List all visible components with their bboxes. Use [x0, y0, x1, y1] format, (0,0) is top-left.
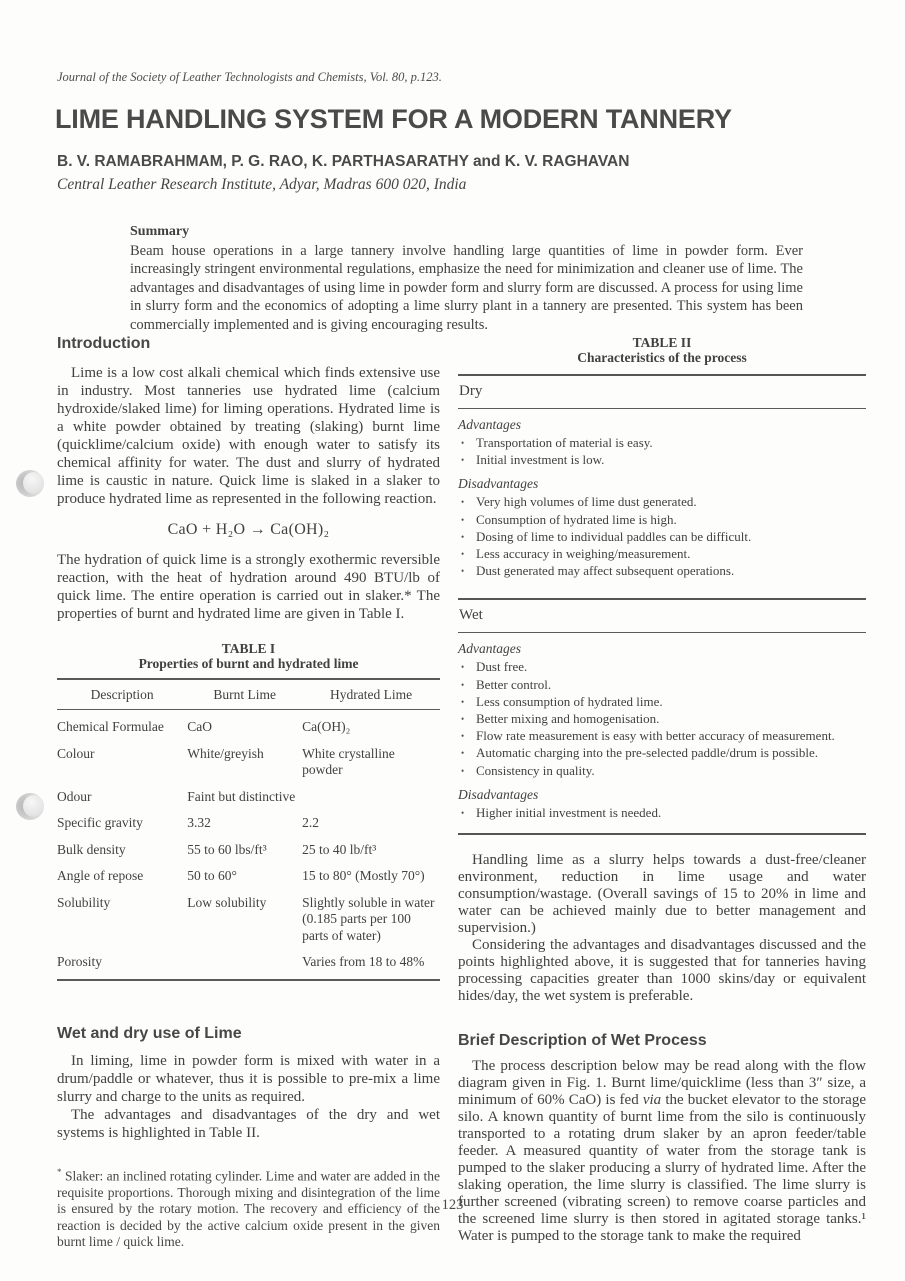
- table-cell: 55 to 60 lbs/ft³: [187, 841, 267, 857]
- table-row: [57, 784, 440, 811]
- table-cell: Solubility: [57, 894, 111, 910]
- table-cell: Chemical Formulae: [57, 719, 164, 734]
- table-cell: Specific gravity: [57, 815, 143, 830]
- table-cell: Slightly soluble in water (0.185 parts per 100 parts of water): [302, 894, 435, 943]
- table-header-cell: Burnt Lime: [187, 679, 302, 710]
- list-item: • Dosing of lime to individual paddles can be difficult.: [458, 529, 866, 545]
- table-row: [57, 741, 440, 784]
- table-header-cell: Hydrated Lime: [302, 679, 440, 710]
- table-1-title: TABLE I: [221, 641, 276, 656]
- disadvantages-label: Disadvantages: [458, 786, 539, 802]
- table-2-title: TABLE II: [632, 335, 692, 350]
- list-item: • Less consumption of hydrated lime.: [458, 694, 866, 710]
- table-row: [57, 863, 440, 890]
- list-item: • Initial investment is low.: [458, 452, 866, 468]
- list-item: • Less accuracy in weighing/measurement.: [458, 546, 866, 562]
- table-cell: Colour: [57, 745, 95, 761]
- list-item: • Very high volumes of lime dust generated.: [458, 494, 866, 510]
- table-1-subtitle: Properties of burnt and hydrated lime: [138, 656, 359, 671]
- introduction-paragraph: The hydration of quick lime is a strongly exothermic reversible reaction, with the heat of hydration around 490 BTU/lb of quick lime. The entire operation is carried out in slaker.* The properties of burnt and hydrated lime are given in Table I.: [57, 552, 440, 622]
- table-cell: Low solubility: [187, 894, 267, 910]
- journal-header: Journal of the Society of Leather Technologists and Chemists, Vol. 80, p.123.: [57, 70, 442, 84]
- wet-process-paragraph: [458, 1058, 866, 1245]
- list-item: • Better control.: [458, 677, 866, 693]
- table-cell: Ca(OH)₂: [302, 719, 351, 734]
- page-title: LIME HANDLING SYSTEM FOR A MODERN TANNERY: [55, 104, 732, 134]
- table-header-cell: Description: [57, 679, 187, 710]
- wet-dry-paragraph: In liming, lime in powder form is mixed with water in a drum/paddle or whatever, thus it is possible to pre-mix a lime slurry and charge to the units as required.: [57, 1052, 440, 1105]
- paragraph-text: the bucket elevator to the storage silo. A known quantity of burnt lime from the silo is continuously transported to a rotating drum slaker by an apron feeder/table feeder. A measured quantity of water from the storage tank is pumped to the slaker producing a slurry of hydrated lime. After the slaking operation, the lime slurry is classified. The lime slurry is further screened (vibrating screen) to remove coarse particles and the screened lime slurry is then stored in agitated storage tanks.¹ Water is pumped to the storage tank to make the required: [458, 1092, 866, 1245]
- table-cell: 15 to 80° (Mostly 70°): [302, 868, 425, 883]
- list-item: • Dust free.: [458, 659, 866, 675]
- table-1: [57, 641, 440, 981]
- disadvantages-label: Disadvantages: [458, 476, 539, 492]
- footnote-marker: *: [57, 1166, 62, 1177]
- paragraph-text: The process description below may be read along with the flow diagram given in Fig. 1. Burnt lime/quicklime (less than 3″ size, a minimum of 60% CaO) is fed: [458, 1058, 866, 1109]
- table-cell: White/greyish: [187, 745, 264, 761]
- introduction-paragraph: Lime is a low cost alkali chemical which finds extensive use in industry. Most tanneries use hydrated lime (calcium hydroxide/slaked lime) for liming operations. Hydrated lime is a white powder obtained by treating (slaking) burnt lime (quicklime/calcium oxide) with enough water to satisfy its chemical affinity for water. The dust and slurry of hydrated lime is caustic in nature. Quick lime is slaked in a slaker to produce hydrated lime as represented in the following reaction.: [57, 365, 440, 507]
- table-row: [57, 890, 440, 950]
- list-item: • Dust generated may affect subsequent operations.: [458, 563, 866, 579]
- affiliation-line: Central Leather Research Institute, Adyar, Madras 600 020, India: [57, 176, 467, 193]
- binder-ring-icon: [16, 470, 44, 497]
- summary-heading: Summary: [130, 224, 190, 239]
- table-cell: 50 to 60°: [187, 868, 237, 883]
- summary-block: [130, 224, 803, 334]
- table-cell: Bulk density: [57, 841, 126, 857]
- table-cell: Varies from 18 to 48%: [302, 949, 440, 980]
- table-2-subtitle: Characteristics of the process: [577, 350, 747, 365]
- advantages-label: Advantages: [458, 641, 521, 657]
- reaction-equation: CaO + H₂O → Ca(OH)₂: [167, 521, 330, 538]
- table-cell: [187, 949, 302, 980]
- table-rule: [458, 408, 866, 409]
- table-row: [57, 710, 440, 741]
- list-item: • Automatic charging into the pre-selected paddle/drum is possible.: [458, 745, 866, 761]
- page-number: 123: [441, 1197, 464, 1213]
- table-cell: 3.32: [187, 815, 211, 830]
- table-cell: [302, 784, 440, 811]
- list-item: • Flow rate measurement is easy with better accuracy of measurement.: [458, 728, 866, 744]
- italic-word: via: [642, 1092, 662, 1109]
- list-item: • Better mixing and homogenisation.: [458, 711, 866, 727]
- table-header-row: [57, 679, 440, 710]
- table-cell: 25 to 40 lb/ft³: [302, 841, 377, 857]
- list-item: • Consumption of hydrated lime is high.: [458, 512, 866, 528]
- wet-dry-heading: Wet and dry use of Lime: [57, 1024, 242, 1042]
- body-paragraph: Handling lime as a slurry helps towards a dust-free/cleaner environment, reduction in lime usage and water consumption/wastage. (Overall savings of 15 to 20% in lime and water can be achieved mainly due to better management and supervision.): [458, 852, 866, 937]
- list-item: • Transportation of material is easy.: [458, 435, 866, 451]
- table-cell: Angle of repose: [57, 868, 144, 883]
- table-row: [57, 949, 440, 980]
- binder-ring-icon: [16, 793, 44, 820]
- table-row: [57, 837, 440, 864]
- footnote-text: Slaker: an inclined rotating cylinder. Lime and water are added in the requisite proportions. Thorough mixing and disintegration of the lime is ensured by the rotary motion. The recovery and efficiency of the reaction is decided by the active calcium oxide present in the given burnt lime / quick lime.: [57, 1168, 440, 1250]
- table-row: [57, 810, 440, 837]
- list-item: • Higher initial investment is needed.: [458, 805, 866, 821]
- table-2-section-dry: Dry: [459, 383, 483, 399]
- table-rule: [458, 632, 866, 633]
- table-2-section-wet: Wet: [459, 607, 483, 624]
- authors-line: B. V. RAMABRAHMAM, P. G. RAO, K. PARTHASARATHY and K. V. RAGHAVAN: [57, 153, 630, 170]
- advantages-label: Advantages: [458, 417, 521, 432]
- wet-dry-paragraph: The advantages and disadvantages of the dry and wet systems is highlighted in Table II.: [57, 1106, 440, 1141]
- introduction-heading: Introduction: [57, 335, 151, 352]
- list-item: • Consistency in quality.: [458, 763, 866, 779]
- table-2: [458, 335, 866, 835]
- table-cell: CaO: [187, 719, 212, 734]
- wet-process-heading: Brief Description of Wet Process: [458, 1032, 707, 1050]
- table-cell: 2.2: [302, 815, 319, 830]
- body-paragraph: Considering the advantages and disadvantages discussed and the points highlighted above, it is suggested that for tanneries having processing capacities greater than 1000 skins/day or equivalent hides/day, the wet system is preferable.: [458, 937, 866, 1005]
- table-cell: Odour: [57, 788, 92, 804]
- right-column: [458, 335, 866, 1245]
- summary-body: Beam house operations in a large tannery involve handling large quantities of lime in powder form. Ever increasingly stringent environmental regulations, emphasize the need for minimization and cleaner use of lime. The advantages and disadvantages of using lime in powder form and slurry form are discussed. A process for using lime in slurry form and the economics of adopting a lime slurry plant in a tannery are presented. This system has been commercially implemented and is giving encouraging results.: [130, 243, 803, 333]
- table-cell: Porosity: [57, 949, 187, 980]
- table-cell: Faint but distinctive: [187, 788, 296, 804]
- left-column: [57, 335, 440, 1251]
- table-cell: White crystalline powder: [302, 745, 395, 777]
- table-rule: [458, 833, 866, 835]
